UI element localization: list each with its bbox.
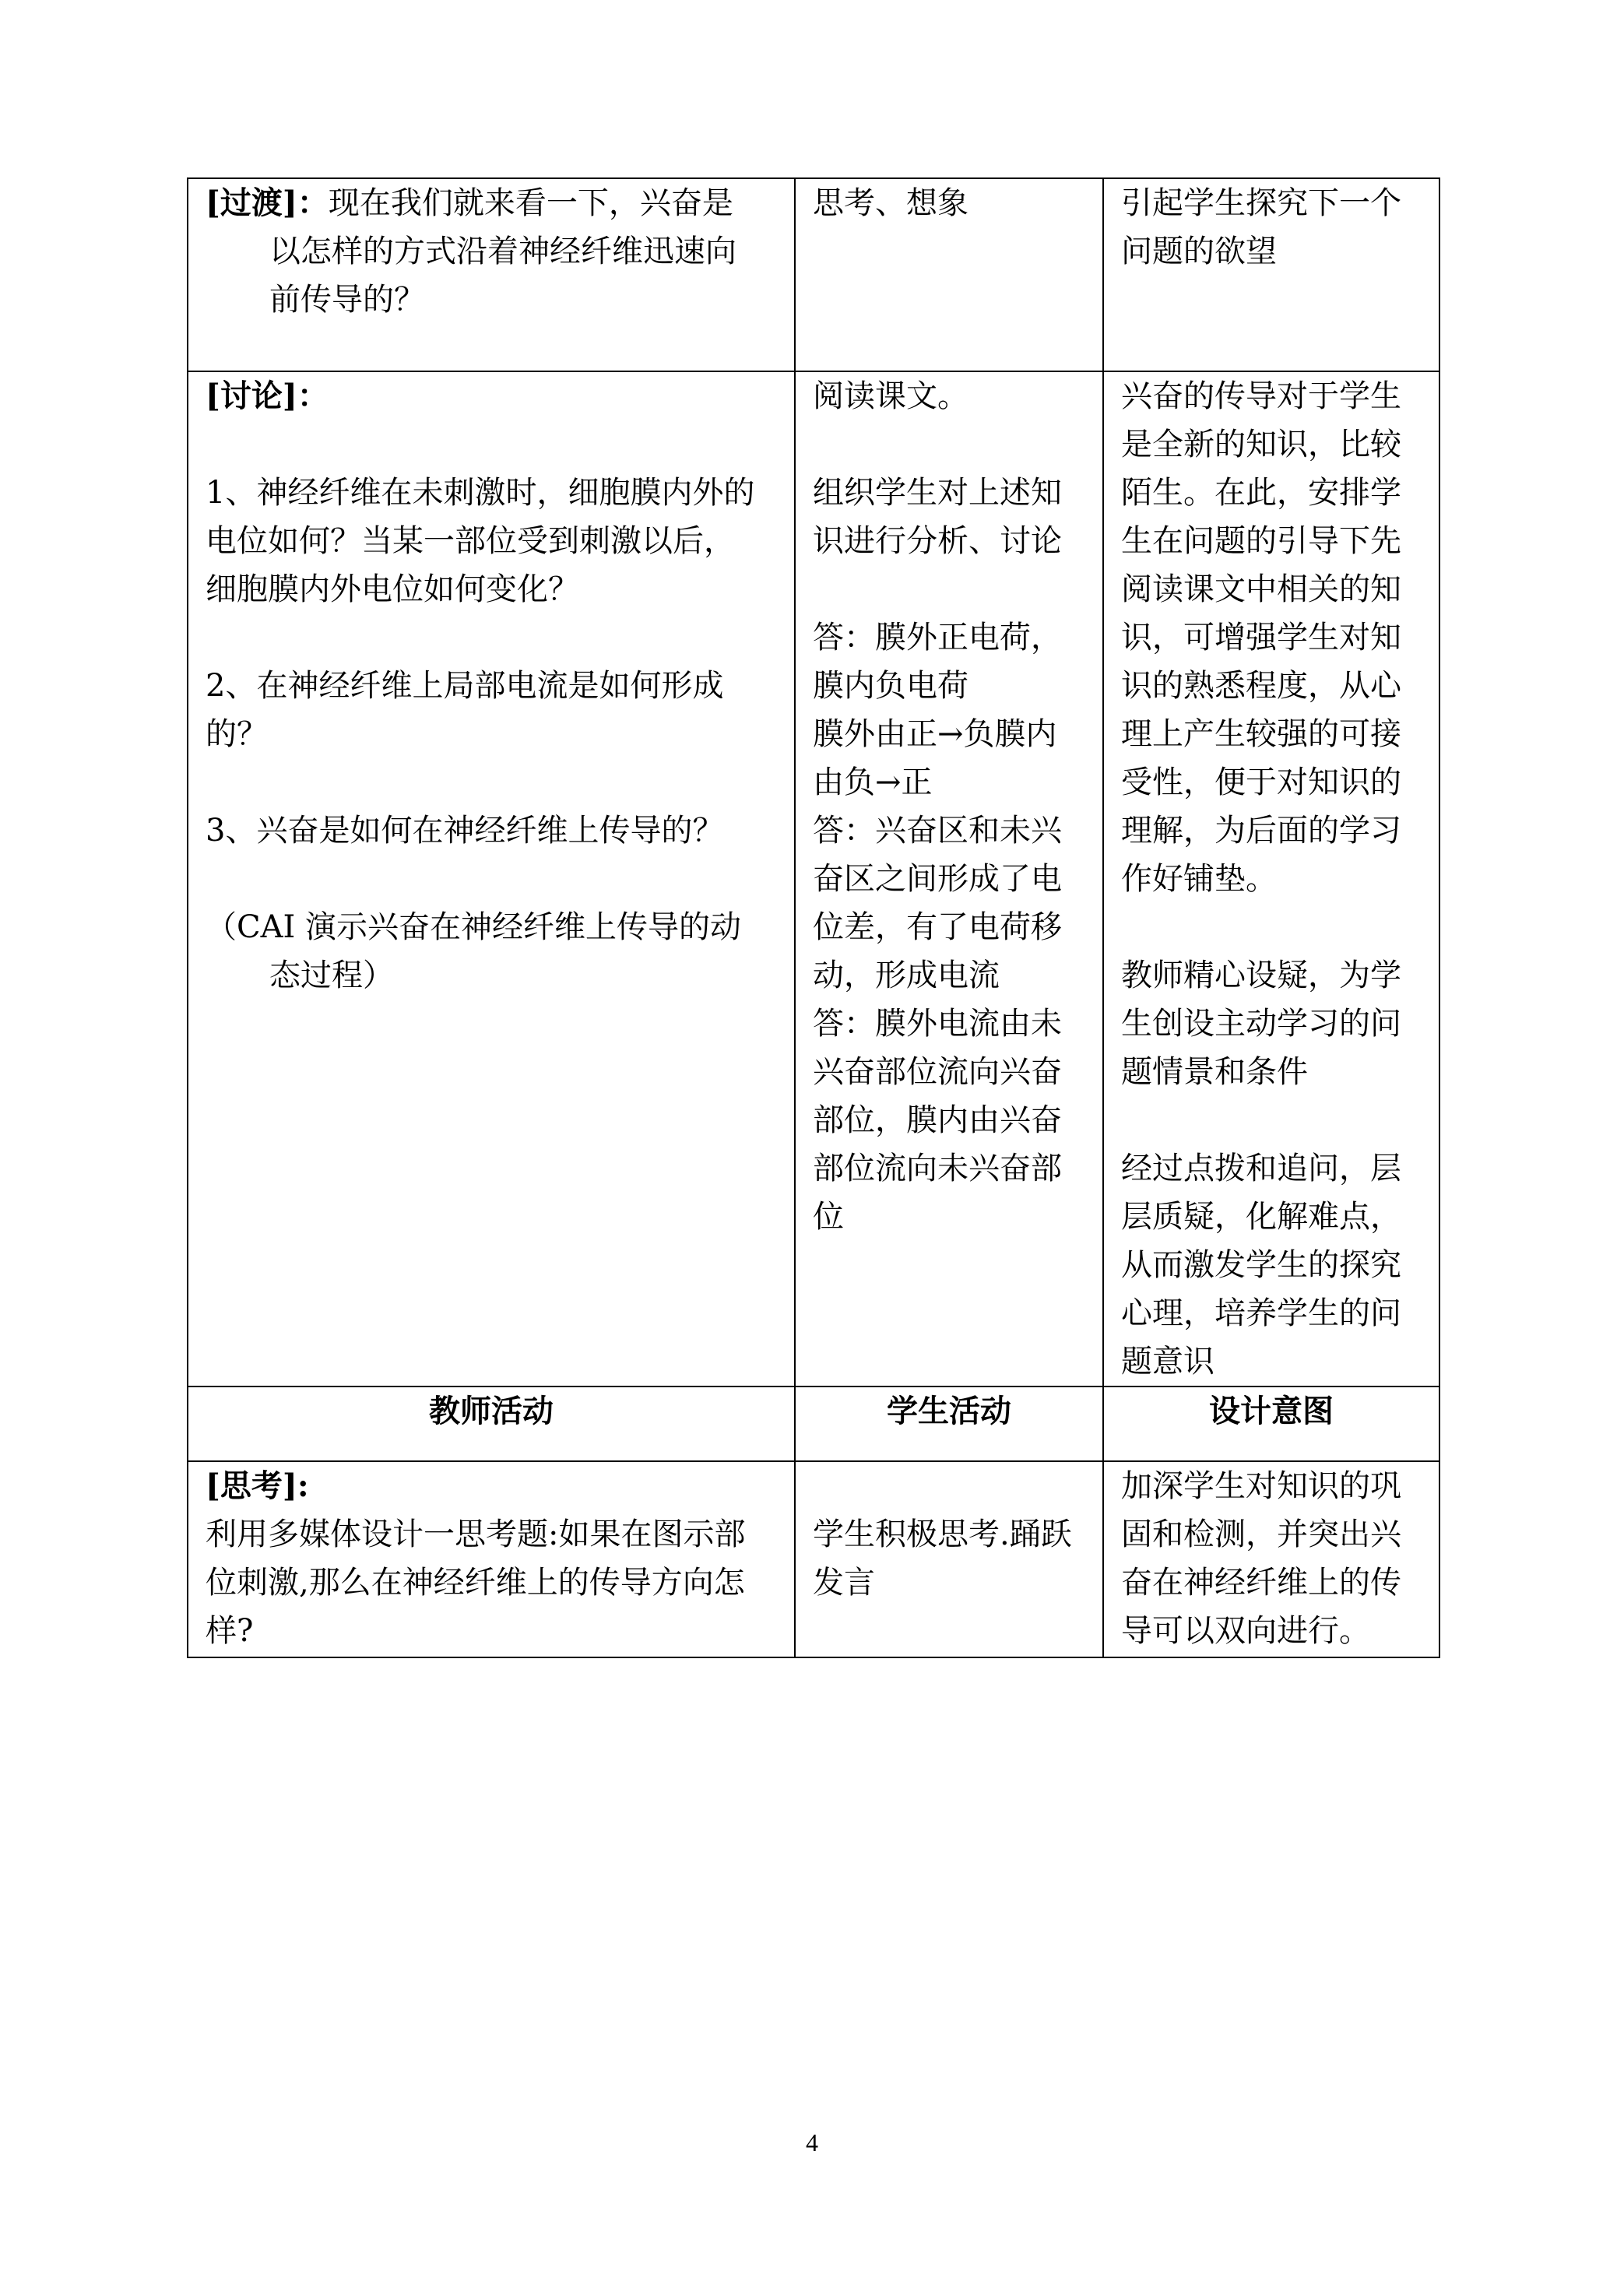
- transition-student-cell: [795, 178, 1103, 371]
- cai-note-line1: （CAI 演示兴奋在神经纤维上传导的动: [206, 909, 742, 945]
- think-intent-cell: [1103, 1461, 1439, 1657]
- discussion-teacher-cell: [188, 371, 795, 1386]
- intent-line: 识，可增强学生对知: [1121, 620, 1401, 655]
- student-line: 由负→正: [813, 764, 933, 800]
- transition-teacher-cell: [188, 178, 795, 371]
- intent-line: 是全新的知识，比较: [1121, 427, 1401, 462]
- think-intent-line4: 导可以双向进行。: [1121, 1613, 1370, 1649]
- think-text-line3: 样?: [206, 1613, 254, 1649]
- intent-line: 心理，培养学生的问: [1121, 1295, 1401, 1331]
- student-line: 组织学生对上述知: [813, 475, 1062, 511]
- discussion-intent-cell: [1103, 371, 1439, 1386]
- intent-line: 教师精心设疑，为学: [1121, 958, 1401, 993]
- intent-line: 受性，便于对知识的: [1121, 764, 1401, 800]
- intent-line: 题情景和条件: [1121, 1054, 1308, 1090]
- student-line: 部位，膜内由兴奋: [813, 1102, 1062, 1138]
- question-1-line2: 电位如何？当某一部位受到刺激以后，: [206, 523, 735, 559]
- transition-text-line2: 以怎样的方式沿着神经纤维迅速向: [269, 234, 736, 269]
- column-header-row: [188, 1386, 1439, 1461]
- transition-row: [188, 178, 1439, 371]
- think-text-line1: 利用多媒体设计一思考题:如果在图示部: [206, 1517, 746, 1552]
- think-teacher-cell: [188, 1461, 795, 1657]
- intent-line: 作好铺垫。: [1121, 861, 1277, 897]
- intent-line: [1121, 1096, 1422, 1144]
- think-student-line2: 发言: [813, 1565, 875, 1601]
- think-intent-line3: 奋在神经纤维上的传: [1121, 1565, 1401, 1601]
- student-line: 答：膜外电流由未: [813, 1006, 1062, 1042]
- student-line: 膜内负电荷: [813, 668, 968, 704]
- student-line: 动，形成电流: [813, 958, 1000, 993]
- question-2-line1: 2、在神经纤维上局部电流是如何形成: [206, 668, 724, 704]
- intent-line: 识的熟悉程度，从心: [1121, 668, 1401, 704]
- student-line: 阅读课文。: [813, 378, 968, 414]
- page-number: 4: [806, 2128, 818, 2156]
- student-line: 答：膜外正电荷，: [813, 620, 1062, 655]
- lesson-plan-table: [187, 177, 1440, 1658]
- student-line: 位: [813, 1199, 844, 1235]
- intent-line: 阅读课文中相关的知: [1121, 571, 1401, 607]
- intent-line: [1121, 903, 1422, 951]
- think-intent-line2: 固和检测，并突出兴: [1121, 1517, 1401, 1552]
- discussion-student-cell: [795, 371, 1103, 1386]
- think-tag: [思考]:: [206, 1467, 309, 1504]
- intent-line: 经过点拨和追问，层: [1121, 1151, 1401, 1186]
- think-student-line1: 学生积极思考.踊跃: [813, 1517, 1072, 1552]
- transition-intent-cell: [1103, 178, 1439, 371]
- student-line: 识进行分析、讨论: [813, 523, 1062, 559]
- student-line: 部位流向未兴奋部: [813, 1151, 1062, 1186]
- student-line: 奋区之间形成了电: [813, 861, 1062, 897]
- student-line: 答：兴奋区和未兴: [813, 813, 1062, 849]
- question-1-line1: 1、神经纤维在未刺激时，细胞膜内外的: [206, 475, 755, 511]
- student-line: [813, 420, 1085, 469]
- question-1-line3: 细胞膜内外电位如何变化？: [206, 571, 579, 607]
- intent-line: 生在问题的引导下先: [1121, 523, 1401, 559]
- header-student-activity: 学生活动: [795, 1386, 1103, 1461]
- transition-text-line3: 前传导的？: [269, 282, 425, 318]
- student-line: [813, 565, 1085, 613]
- intent-line: 理解，为后面的学习: [1121, 813, 1401, 849]
- header-teacher-activity: 教师活动: [188, 1386, 795, 1461]
- transition-intent-line2: 问题的欲望: [1121, 234, 1277, 269]
- intent-line: 陌生。在此，安排学: [1121, 475, 1401, 511]
- question-2-line2: 的？: [206, 716, 268, 752]
- intent-line: 生创设主动学习的问: [1121, 1006, 1401, 1042]
- think-intent-line1: 加深学生对知识的巩: [1121, 1468, 1401, 1504]
- intent-line: 题意识: [1121, 1344, 1214, 1379]
- header-design-intent: 设计意图: [1103, 1386, 1439, 1461]
- think-row: [188, 1461, 1439, 1657]
- transition-intent-line1: 引起学生探究下一个: [1121, 185, 1401, 221]
- student-line: 兴奋部位流向兴奋: [813, 1054, 1062, 1090]
- cai-note-line2: 态过程）: [269, 958, 394, 993]
- think-student-cell: [795, 1461, 1103, 1657]
- think-text-line2: 位刺激,那么在神经纤维上的传导方向怎: [206, 1565, 745, 1601]
- intent-line: 从而激发学生的探究: [1121, 1247, 1401, 1283]
- question-3: 3、兴奋是如何在神经纤维上传导的？: [206, 813, 724, 849]
- intent-line: 层质疑，化解难点，: [1121, 1199, 1401, 1235]
- student-line: 位差，有了电荷移: [813, 909, 1062, 945]
- transition-text-line1: 现在我们就来看一下，兴奋是: [328, 185, 733, 221]
- intent-line: 理上产生较强的可接: [1121, 716, 1401, 752]
- student-line: 膜外由正→负膜内: [813, 716, 1057, 752]
- discussion-tag: [讨论]：: [206, 378, 329, 414]
- transition-tag: [过渡]：: [206, 185, 329, 221]
- transition-student-text: 思考、想象: [813, 185, 968, 221]
- discussion-row: [188, 371, 1439, 1386]
- intent-line: 兴奋的传导对于学生: [1121, 378, 1401, 414]
